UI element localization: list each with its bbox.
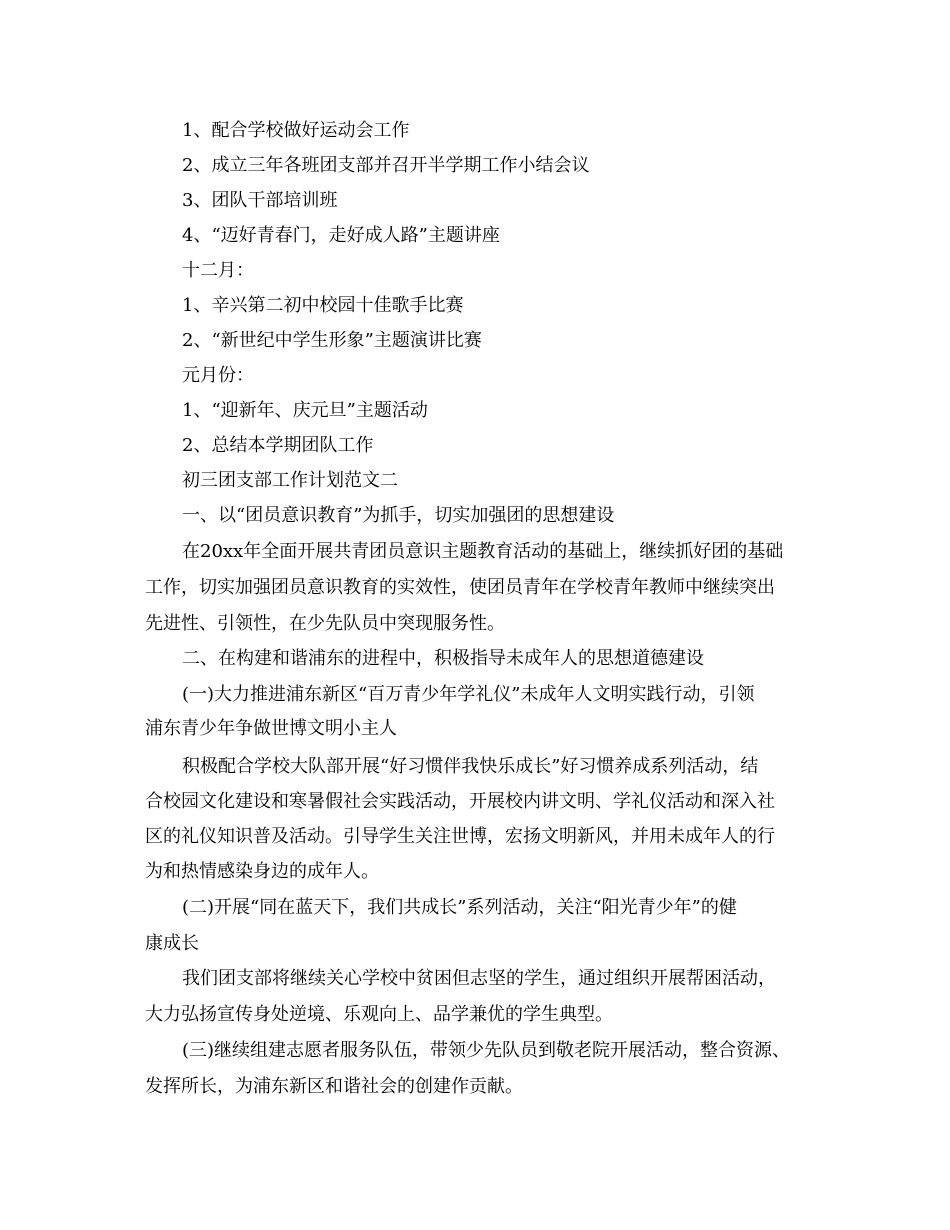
text-line: 1、配合学校做好运动会工作	[182, 120, 410, 141]
paragraph-line: 我们团支部将继续关心学校中贫困但志坚的学生，通过组织开展帮困活动，	[182, 968, 776, 989]
paragraph-line: 在20xx年全面开展共青团员意识主题教育活动的基础上，继续抓好团的基础	[182, 541, 784, 562]
paragraph-line: 先进性、引领性，在少先队员中突现服务性。	[145, 613, 505, 634]
text-line: 2、成立三年各班团支部并召开半学期工作小结会议	[182, 155, 590, 176]
paragraph-line: 合校园文化建设和寒暑假社会实践活动，开展校内讲文明、学礼仪活动和深入社	[145, 791, 775, 812]
paragraph-line: 大力弘扬宣传身处逆境、乐观向上、品学兼优的学生典型。	[145, 1004, 613, 1025]
paragraph-line: 积极配合学校大队部开展“好习惯伴我快乐成长”好习惯养成系列活动，结	[182, 756, 759, 777]
section-heading: 十二月：	[182, 260, 254, 281]
paragraph-line: (三)继续组建志愿者服务队伍，带领少先队员到敬老院开展活动，整合资源、	[182, 1040, 791, 1061]
text-line: 4、“迈好青春门，走好成人路”主题讲座	[182, 225, 500, 246]
paragraph-line: (一)大力推进浦东新区“百万青少年学礼仪”未成年人文明实践行动，引领	[182, 684, 755, 705]
text-line: 2、“新世纪中学生形象”主题演讲比赛	[182, 330, 482, 351]
paragraph-line: 区的礼仪知识普及活动。引导学生关注世博，宏扬文明新风，并用未成年人的行	[145, 826, 775, 847]
paragraph-line: 工作，切实加强团员意识教育的实效性，使团员青年在学校青年教师中继续突出	[145, 577, 775, 598]
text-line: 3、团队干部培训班	[182, 190, 338, 211]
paragraph-line: 康成长	[145, 933, 199, 954]
section-heading: 一、以“团员意识教育”为抓手，切实加强团的思想建设	[182, 505, 615, 526]
paragraph-line: (二)开展“同在蓝天下，我们共成长”系列活动，关注“阳光青少年”的健	[182, 897, 737, 918]
paragraph-line: 发挥所长，为浦东新区和谐社会的创建作贡献。	[145, 1076, 523, 1097]
text-line: 1、辛兴第二初中校园十佳歌手比赛	[182, 295, 464, 316]
text-line: 2、总结本学期团队工作	[182, 435, 374, 456]
text-line: 1、“迎新年、庆元旦”主题活动	[182, 400, 428, 421]
paragraph-line: 为和热情感染身边的成年人。	[145, 861, 379, 882]
section-heading: 二、在构建和谐浦东的进程中，积极指导未成年人的思想道德建设	[182, 648, 704, 669]
section-heading: 元月份：	[182, 365, 254, 386]
paragraph-line: 浦东青少年争做世博文明小主人	[145, 718, 397, 739]
document-title: 初三团支部工作计划范文二	[182, 470, 398, 491]
